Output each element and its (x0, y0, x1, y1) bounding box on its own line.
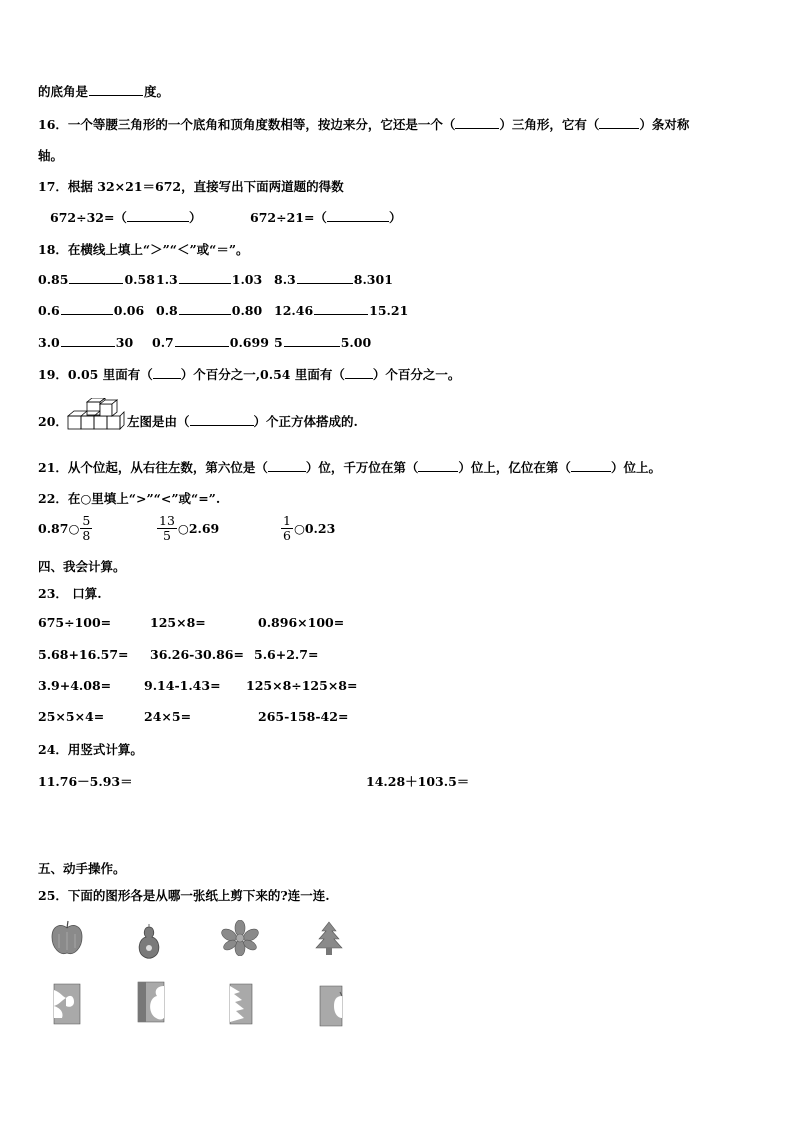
q24-a: 11.76－5.93＝ (38, 774, 133, 789)
paper-sheet-flower-cutout-icon[interactable] (52, 982, 82, 1026)
answer-blank[interactable] (69, 271, 123, 284)
answer-blank[interactable] (345, 366, 373, 379)
q17-b: 672÷21=（ ） (250, 210, 402, 225)
answer-blank[interactable] (327, 209, 389, 222)
apple-shape-icon[interactable] (50, 920, 84, 958)
q25-title: 25．下面的图形各是从哪一张纸上剪下来的?连一连. (38, 888, 330, 903)
answer-blank[interactable] (455, 116, 499, 129)
q16-line1: 16．一个等腰三角形的一个底角和顶角度数相等，按边来分，它还是一个（ ）三角形，它有（ ）条对称 (38, 117, 690, 132)
paper-sheet-apple-cutout-icon[interactable] (316, 984, 346, 1028)
answer-blank[interactable] (314, 302, 368, 315)
q19: 19．0.05 里面有（ ）个百分之一,0.54 里面有（ ）个百分之一。 (38, 367, 461, 382)
q17-title: 17．根据 32×21＝672，直接写出下面两道题的得数 (38, 179, 344, 194)
answer-blank[interactable] (175, 334, 229, 347)
paper-sheet-gourd-cutout-icon[interactable] (136, 980, 166, 1024)
q22-item-3: $\frac{1}{6}$ ○0.23 (283, 513, 336, 543)
answer-blank[interactable] (127, 209, 189, 222)
q20-text: 左图是由（ ）个正方体搭成的. (127, 414, 358, 429)
answer-blank[interactable] (268, 459, 306, 472)
flower-shape-icon[interactable] (220, 920, 260, 956)
q16-line2: 轴。 (38, 148, 64, 163)
answer-blank[interactable] (599, 116, 639, 129)
paper-sheet-tree-cutout-icon[interactable] (226, 982, 256, 1026)
q24-title: 24．用竖式计算。 (38, 742, 143, 757)
answer-blank[interactable] (284, 334, 340, 347)
q23-title: 23． 口算. (38, 586, 102, 601)
answer-blank[interactable] (153, 366, 181, 379)
answer-blank[interactable] (418, 459, 458, 472)
q24-b: 14.28＋103.5＝ (366, 774, 470, 789)
tree-shape-icon[interactable] (314, 920, 344, 958)
answer-blank[interactable] (190, 413, 254, 426)
q22-item-1: 0.87○ $\frac{5}{8}$ (38, 513, 91, 543)
q15-tail: 的底角是 度。 (38, 84, 170, 99)
answer-blank[interactable] (61, 334, 115, 347)
answer-blank[interactable] (89, 83, 143, 96)
q17-a: 672÷32=（ ） (50, 210, 202, 225)
cube-stack-figure (66, 398, 126, 438)
section-4-heading: 四、我会计算。 (38, 559, 126, 574)
q22-item-2: $\frac{13}{5}$ ○2.69 (159, 513, 220, 543)
answer-blank[interactable] (179, 302, 231, 315)
answer-blank[interactable] (61, 302, 113, 315)
answer-blank[interactable] (571, 459, 611, 472)
q22-title: 22．在○里填上“>”“<”或“=”. (38, 491, 221, 506)
section-5-heading: 五、动手操作。 (38, 861, 126, 876)
q21: 21．从个位起，从右往左数，第六位是（ ）位，千万位在第（ ）位上，亿位在第（ ）位上。 (38, 460, 661, 475)
answer-blank[interactable] (179, 271, 231, 284)
answer-blank[interactable] (297, 271, 353, 284)
q18-title: 18．在横线上填上“＞”“＜”或“＝”。 (38, 242, 249, 257)
q20-number: 20． (38, 414, 68, 429)
gourd-shape-icon[interactable] (134, 922, 164, 960)
